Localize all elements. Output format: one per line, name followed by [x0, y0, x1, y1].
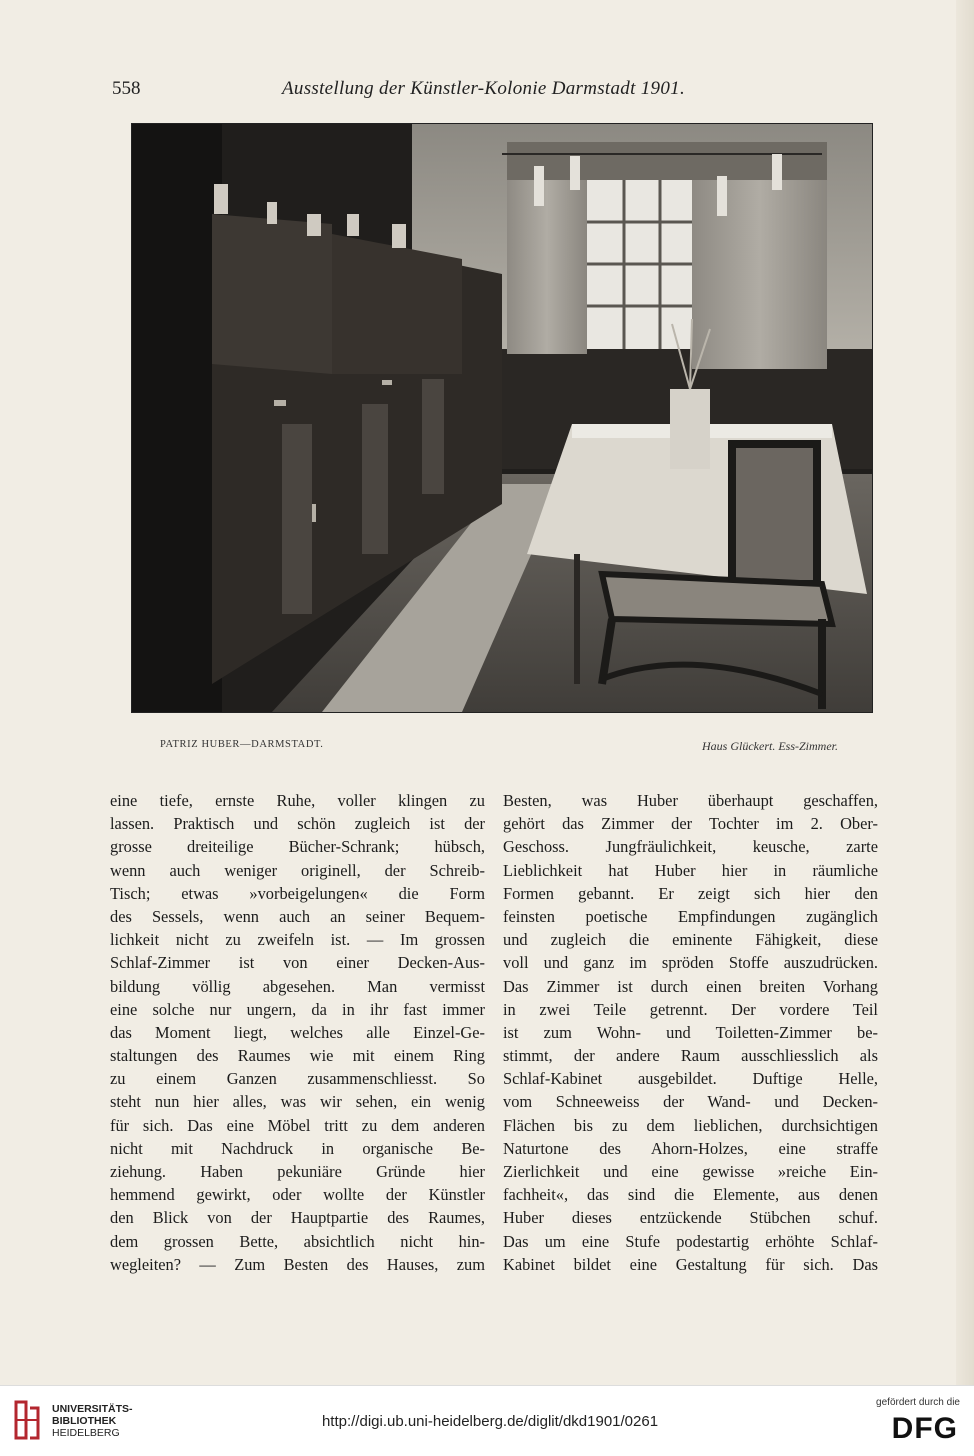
library-name-line: HEIDELBERG [52, 1427, 120, 1439]
dfg-logo: DFG [891, 1412, 958, 1445]
text-line: voll und ganz im spröden Stoffe auszudrücken. [503, 953, 878, 973]
text-line: in zwei Teile getrennt. Der vordere Teil [503, 999, 878, 1019]
text-line: und zugleich die eminente Fähigkeit, diese [503, 930, 878, 950]
text-line: lichkeit nicht zu zweifeln ist. — Im grossen [110, 930, 485, 950]
running-title: Ausstellung der Künstler-Kolonie Darmstadt 1901. [282, 78, 685, 99]
text-line: das Moment liegt, welches alle Einzel-Ge- [110, 1022, 485, 1042]
text-line: wegleiten? — Zum Besten des Hauses, zum [110, 1254, 485, 1274]
text-line: fachheit«, das sind die Elemente, aus denen [503, 1185, 878, 1205]
text-line: des Sessels, wenn auch an seiner Bequem- [110, 906, 485, 926]
text-line: Zierlichkeit und eine gewisse »reiche Ein- [503, 1162, 878, 1181]
page-edge [956, 0, 974, 1385]
library-name-line: BIBLIOTHEK [52, 1415, 117, 1427]
text-line: zu einem Ganzen zusammenschliesst. So [110, 1069, 485, 1089]
page-number: 558 [112, 78, 141, 99]
text-line: Schlaf-Kabinet ausgebildet. Duftige Helle, [503, 1069, 878, 1089]
text-line: Huber dieses entzückende Stübchen schuf. [503, 1208, 878, 1228]
text-line: Formen gebannt. Er zeigt sich hier den [503, 883, 878, 903]
photo-illustration [132, 124, 872, 712]
text-line: feinsten poetische Empfindungen zugänglich [503, 906, 878, 926]
text-line: stimmt, der andere Raum ausschliesslich als [503, 1046, 878, 1066]
text-line: Kabinet bildet eine Gestaltung für sich. Das [503, 1254, 878, 1274]
permalink-url[interactable]: http://digi.ub.uni-heidelberg.de/diglit/dkd1901/0261 [321, 1413, 659, 1430]
dining-room-photo [131, 123, 873, 713]
text-line: eine tiefe, ernste Ruhe, voller klingen zu [110, 791, 485, 810]
text-line: den Blick von der Hauptpartie des Raumes, [110, 1208, 485, 1228]
text-line: Lieblichkeit hat Huber hier in räumliche [503, 860, 878, 880]
text-column-left [110, 789, 485, 1276]
library-name [52, 1403, 133, 1439]
text-line: bildung völlig abgesehen. Man vermisst [110, 976, 485, 996]
text-line: Das um eine Stufe podestartig erhöhte Schlaf- [503, 1231, 878, 1251]
text-line: dem grossen Bette, absichtlich nicht hin- [110, 1231, 485, 1251]
text-line: Besten, was Huber überhaupt geschaffen, [503, 791, 878, 810]
photo-caption-title: Haus Glückert. Ess-Zimmer. [702, 739, 838, 753]
text-line: vom Schneeweiss der Wand- und Decken- [503, 1092, 878, 1112]
text-line: Tisch; etwas »vorbeigelungen« die Form [110, 883, 485, 903]
text-line: Flächen bis zu dem lieblichen, durchsichtigen [503, 1115, 878, 1135]
text-line: nicht mit Nachdruck in organische Be- [110, 1138, 485, 1158]
viewer-footer [0, 1385, 974, 1456]
text-line: Das Zimmer ist durch einen breiten Vorhang [503, 976, 878, 996]
text-line: für sich. Das eine Möbel tritt zu dem anderen [110, 1115, 485, 1135]
text-column-right [503, 789, 878, 1276]
university-library-logo-icon [12, 1398, 42, 1442]
text-line: grosse dreiteilige Bücher-Schrank; hübsch, [110, 837, 485, 857]
text-line: eine solche nur ungern, da in ihr fast immer [110, 999, 485, 1019]
text-line: staltungen des Raumes wie mit einem Ring [110, 1046, 485, 1066]
text-line: steht nun hier alles, was wir sehen, ein wenig [110, 1092, 485, 1112]
funded-by-label: gefördert durch die [876, 1397, 960, 1408]
text-line: ziehung. Haben pekuniäre Gründe hier [110, 1162, 485, 1181]
running-head [112, 78, 872, 104]
library-name-line: UNIVERSITÄTS- [52, 1403, 133, 1415]
text-line: Schlaf-Zimmer ist von einer Decken-Aus- [110, 953, 485, 973]
text-line: lassen. Praktisch und schön zugleich ist der [110, 814, 485, 834]
photo-caption-credit: PATRIZ HUBER—DARMSTADT. [160, 739, 324, 750]
text-line: Geschoss. Jungfräulichkeit, keusche, zarte [503, 837, 878, 857]
text-line: Naturtone des Ahorn-Holzes, eine straffe [503, 1138, 878, 1158]
text-line: wenn auch weniger originell, der Schreib- [110, 860, 485, 880]
text-line: hemmend gewirkt, oder wollte der Künstler [110, 1185, 485, 1205]
text-line: ist zum Wohn- und Toiletten-Zimmer be- [503, 1022, 878, 1042]
text-line: gehört das Zimmer der Tochter im 2. Ober- [503, 814, 878, 834]
